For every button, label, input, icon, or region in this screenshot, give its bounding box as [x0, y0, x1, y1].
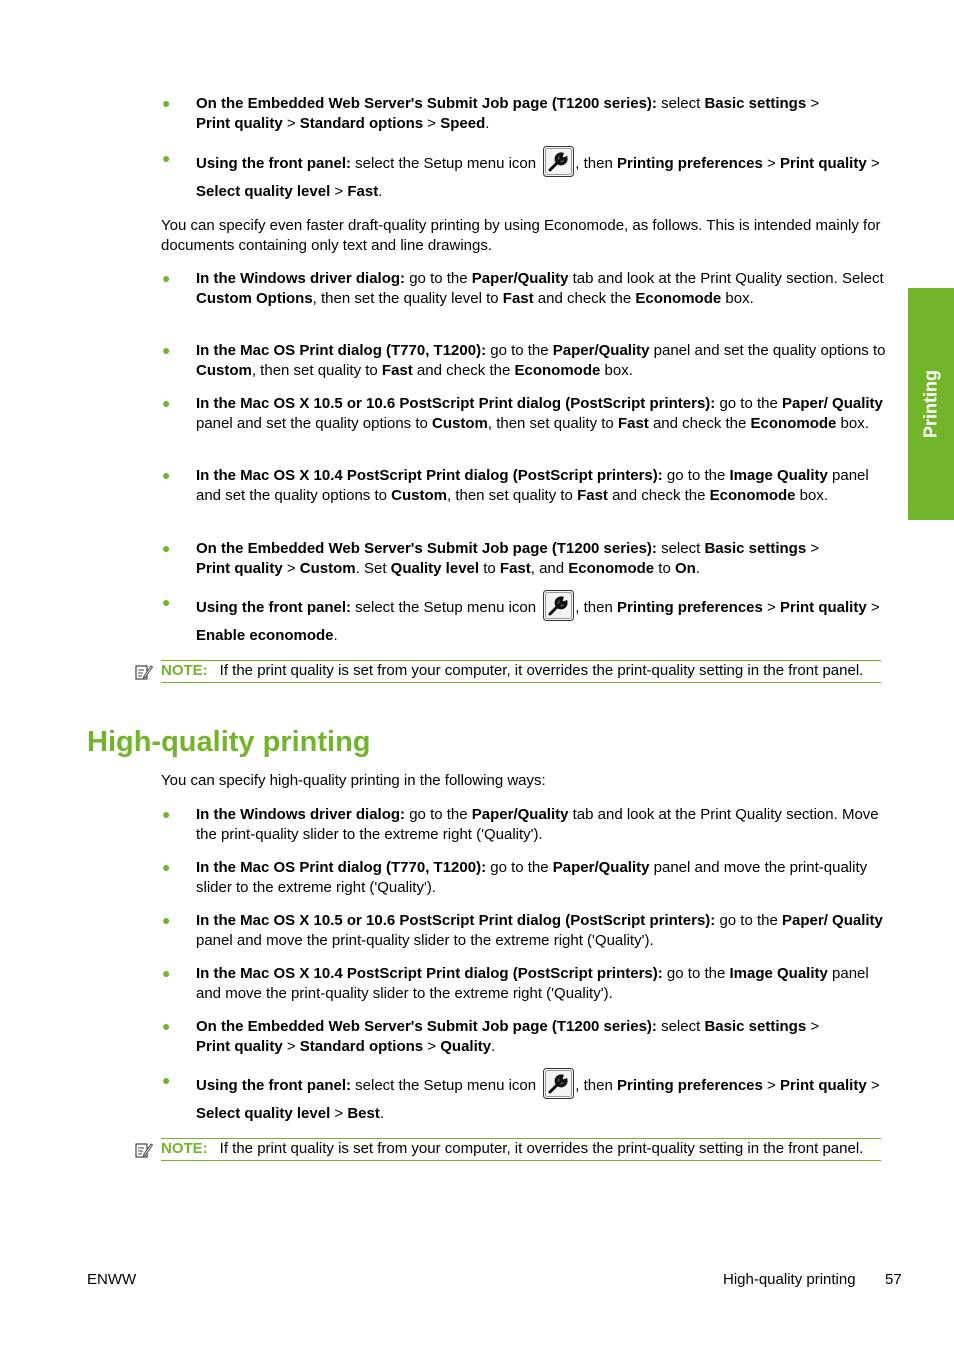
item-text: tab and look at the Print Quality section. Select	[568, 270, 884, 287]
menu-path: Economode	[750, 414, 837, 432]
menu-path: Enable economode	[196, 627, 334, 644]
menu-path: Basic settings	[704, 540, 807, 557]
list-item-front-panel	[162, 1072, 886, 1128]
list-item	[162, 269, 886, 308]
item-text: .	[379, 1105, 385, 1122]
footer-section: High-quality printing	[723, 1271, 856, 1288]
item-text: to	[654, 559, 675, 577]
list-item	[162, 858, 886, 897]
menu-path: Image Quality	[729, 467, 828, 484]
menu-path: Paper/Quality	[552, 859, 650, 876]
note-text: If the print quality is set from your computer, it overrides the print-quality setting in the front panel.	[219, 662, 864, 679]
item-text: , then	[575, 599, 617, 616]
list-item	[162, 341, 886, 380]
list-item	[162, 466, 886, 505]
setup-wrench-icon	[543, 1068, 574, 1099]
item-lead: Using the front panel:	[196, 599, 351, 616]
item-text: >	[282, 559, 300, 577]
item-text: >	[806, 1018, 820, 1035]
item-text: panel and move the print-quality slider to the extreme right ('Quality').	[196, 965, 869, 1002]
item-text: >	[806, 540, 820, 557]
note-label: NOTE:	[161, 1140, 208, 1157]
menu-path: Quality level	[390, 559, 480, 577]
item-text: tab and look at the Print Quality section. Move the print-quality slider to the extreme right ('Quality').	[196, 806, 879, 843]
item-text: >	[762, 155, 780, 172]
item-text: , then set quality to	[446, 486, 578, 504]
menu-path: Print quality	[779, 1077, 867, 1094]
menu-path: Select quality level	[196, 1105, 331, 1122]
item-lead: In the Mac OS Print dialog (T770, T1200):	[196, 342, 487, 359]
menu-path: Printing preferences	[616, 599, 763, 616]
item-lead: In the Mac OS X 10.4 PostScript Print dialog (PostScript printers):	[196, 965, 663, 982]
menu-path: Image Quality	[729, 965, 828, 982]
menu-path: Print quality	[779, 599, 867, 616]
item-text: >	[423, 1037, 441, 1055]
bullet: ●	[162, 594, 171, 610]
menu-path: Paper/Quality	[552, 342, 650, 359]
bullet: ●	[162, 95, 171, 111]
bullet: ●	[162, 859, 171, 875]
item-lead: On the Embedded Web Server's Submit Job page (T1200 series):	[196, 95, 657, 112]
menu-path: Print quality	[779, 155, 867, 172]
menu-path: Paper/ Quality	[782, 912, 883, 929]
item-text: go to the	[715, 395, 782, 412]
item-text: .	[485, 114, 490, 132]
item-text: panel and move the print-quality slider to the extreme right ('Quality').	[196, 859, 868, 896]
bullet: ●	[162, 395, 171, 411]
item-text: panel and set the quality options to	[196, 414, 433, 432]
menu-path: Custom Options	[196, 289, 313, 307]
item-text: >	[282, 1037, 300, 1055]
side-tab-label: Printing	[920, 370, 941, 438]
item-text: . Set	[355, 559, 391, 577]
list-item	[162, 805, 886, 844]
item-text: go to the	[715, 912, 782, 929]
item-text: go to the	[405, 270, 472, 287]
note-text: If the print quality is set from your computer, it overrides the print-quality setting in the front panel.	[219, 1140, 864, 1157]
item-text: , and	[530, 559, 569, 577]
menu-path: Standard options	[299, 114, 424, 132]
item-lead: In the Mac OS X 10.5 or 10.6 PostScript Print dialog (PostScript printers):	[196, 912, 716, 929]
item-text: box.	[600, 361, 633, 379]
menu-path: Print quality	[196, 114, 283, 132]
item-lead: In the Mac OS X 10.4 PostScript Print dialog (PostScript printers):	[196, 467, 663, 484]
item-text: >	[866, 1077, 880, 1094]
intro-economode: You can specify even faster draft-quality printing by using Economode, as follows. This is intended mainly for documents containing only text and line drawings.	[161, 217, 881, 254]
item-text: select the Setup menu icon	[351, 1077, 541, 1094]
menu-path: Basic settings	[704, 1018, 807, 1035]
bullet: ●	[162, 912, 171, 928]
setup-wrench-icon	[543, 590, 574, 621]
list-item-front-panel	[162, 150, 886, 206]
menu-path: Fast	[347, 183, 379, 200]
note-pencil-icon	[135, 663, 153, 681]
item-text: go to the	[486, 859, 553, 876]
menu-path: Speed	[440, 114, 486, 132]
item-text: , then	[575, 1077, 617, 1094]
item-text: >	[330, 1105, 348, 1122]
item-lead: Using the front panel:	[196, 1077, 351, 1094]
menu-path: Paper/ Quality	[782, 395, 883, 412]
list-item	[162, 94, 886, 133]
item-text: and check the	[648, 414, 751, 432]
menu-path: Printing preferences	[616, 1077, 763, 1094]
item-text: select	[656, 95, 705, 112]
menu-path: Print quality	[196, 1037, 283, 1055]
bullet: ●	[162, 270, 171, 286]
list-item	[162, 1017, 886, 1056]
menu-path: Fast	[577, 486, 608, 504]
item-text: >	[330, 183, 348, 200]
item-text: >	[762, 1077, 780, 1094]
menu-path: Fast	[617, 414, 649, 432]
footer-left: ENWW	[87, 1271, 137, 1288]
item-text: select	[656, 540, 705, 557]
item-text: .	[491, 1037, 496, 1055]
menu-path: Fast	[381, 361, 413, 379]
item-text: panel and set the quality options to	[649, 342, 886, 359]
menu-path: Basic settings	[704, 95, 807, 112]
menu-path: Printing preferences	[616, 155, 763, 172]
menu-path: Custom	[432, 414, 488, 432]
item-lead: On the Embedded Web Server's Submit Job page (T1200 series):	[196, 1018, 657, 1035]
bullet: ●	[162, 1018, 171, 1034]
menu-path: Custom	[196, 361, 252, 379]
item-text: to	[479, 559, 500, 577]
menu-path: Fast	[502, 289, 534, 307]
item-text: and check the	[533, 289, 636, 307]
item-text: go to the	[405, 806, 472, 823]
bullet: ●	[162, 342, 171, 358]
page-number: 57	[885, 1271, 902, 1288]
item-text: , then set the quality level to	[312, 289, 503, 307]
item-text: box.	[836, 414, 869, 432]
item-text: go to the	[486, 342, 553, 359]
menu-path: Standard options	[299, 1037, 424, 1055]
list-item	[162, 394, 886, 433]
item-text: >	[866, 155, 880, 172]
menu-path: Economode	[635, 289, 722, 307]
menu-path: On	[674, 559, 696, 577]
section-heading: High-quality printing	[87, 726, 371, 758]
item-text: select the Setup menu icon	[351, 599, 541, 616]
menu-path: Select quality level	[196, 183, 331, 200]
menu-path: Economode	[514, 361, 601, 379]
item-text: >	[282, 114, 300, 132]
item-lead: In the Mac OS Print dialog (T770, T1200):	[196, 859, 487, 876]
item-text: >	[866, 599, 880, 616]
item-text: >	[806, 95, 820, 112]
item-text: go to the	[662, 467, 730, 484]
item-text: box.	[795, 486, 829, 504]
item-text: .	[378, 183, 383, 200]
menu-path: Economode	[709, 486, 796, 504]
list-item	[162, 539, 886, 578]
item-text: .	[333, 627, 338, 644]
note-box	[161, 660, 881, 683]
bullet: ●	[162, 965, 171, 981]
item-text: >	[423, 114, 441, 132]
item-text: box.	[721, 289, 754, 307]
menu-path: Paper/Quality	[471, 806, 569, 823]
bullet: ●	[162, 467, 171, 483]
menu-path: Paper/Quality	[471, 270, 569, 287]
bullet: ●	[162, 540, 171, 556]
side-tab-printing	[908, 288, 954, 520]
menu-path: Print quality	[196, 559, 283, 577]
intro-high-quality: You can specify high-quality printing in the following ways:	[161, 772, 546, 789]
setup-wrench-icon	[543, 146, 574, 177]
item-text: , then set quality to	[487, 414, 618, 432]
menu-path: Best	[347, 1105, 380, 1122]
menu-path: Economode	[568, 559, 655, 577]
list-item	[162, 964, 886, 1003]
item-text: and check the	[412, 361, 515, 379]
item-text: , then set quality to	[251, 361, 382, 379]
bullet: ●	[162, 1072, 171, 1088]
note-pencil-icon	[135, 1141, 153, 1159]
note-box	[161, 1138, 881, 1161]
item-text: go to the	[662, 965, 730, 982]
item-text: select	[656, 1018, 705, 1035]
item-text: , then	[575, 155, 617, 172]
note-label: NOTE:	[161, 662, 208, 679]
item-lead: In the Windows driver dialog:	[196, 806, 406, 823]
item-text: .	[695, 559, 700, 577]
item-lead: Using the front panel:	[196, 155, 351, 172]
menu-path: Custom	[299, 559, 356, 577]
item-text: panel and set the quality options to	[196, 467, 869, 504]
bullet: ●	[162, 150, 171, 166]
menu-path: Fast	[499, 559, 531, 577]
menu-path: Quality	[440, 1037, 492, 1055]
menu-path: Custom	[391, 486, 447, 504]
list-item-front-panel	[162, 594, 886, 650]
bullet: ●	[162, 806, 171, 822]
item-text: and check the	[607, 486, 710, 504]
list-item	[162, 911, 886, 950]
item-lead: In the Mac OS X 10.5 or 10.6 PostScript Print dialog (PostScript printers):	[196, 395, 716, 412]
item-text: >	[762, 599, 780, 616]
item-lead: In the Windows driver dialog:	[196, 270, 406, 287]
item-text: select the Setup menu icon	[351, 155, 541, 172]
item-text: panel and move the print-quality slider to the extreme right ('Quality').	[196, 931, 654, 949]
item-lead: On the Embedded Web Server's Submit Job page (T1200 series):	[196, 540, 657, 557]
